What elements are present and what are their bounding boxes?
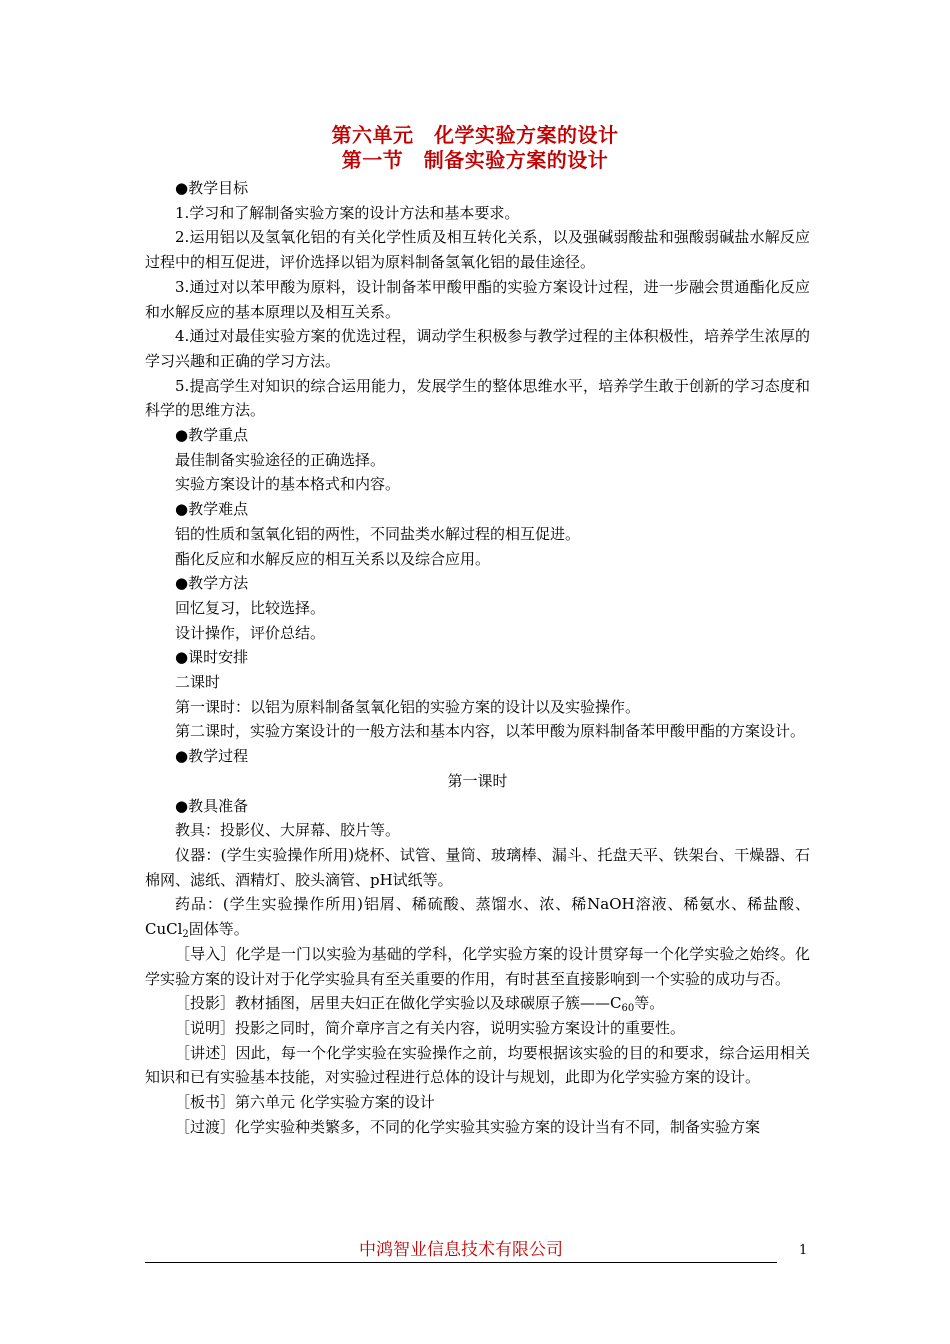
heading-methods: ●教学方法 <box>175 574 249 593</box>
difficulty-1: 铝的性质和氢氧化铝的两性，不同盐类水解过程的相互促进。 <box>175 524 581 543</box>
objective-3: 3.通过对以苯甲酸为原料，设计制备苯甲酸甲酯的实验方案设计过程，进一步融会贯通酯化反应和水解反应的基本原理以及相互关系。 <box>145 277 810 321</box>
equipment-tools: 教具：投影仪、大屏幕、胶片等。 <box>175 821 401 840</box>
schedule-lesson-2: 第二课时，实验方案设计的一般方法和基本内容，以苯甲酸为原料制备苯甲酸甲酯的方案设计。 <box>175 722 806 741</box>
key-point-2: 实验方案设计的基本格式和内容。 <box>175 475 401 494</box>
projection-paragraph: ［投影］教材插图，居里夫妇正在做化学实验以及球碳原子簇$——C_{60}$等。 <box>175 994 665 1015</box>
objective-1: 1.学习和了解制备实验方案的设计方法和基本要求。 <box>175 203 520 222</box>
footer-company: 中鸿智业信息技术有限公司 <box>359 1240 563 1260</box>
heading-process: ●教学过程 <box>175 747 249 766</box>
objective-5: 5.提高学生对知识的综合运用能力，发展学生的整体思维水平，培养学生敢于创新的学习态度和科学的思维方法。 <box>145 376 810 420</box>
lecture-paragraph: ［讲述］因此，每一个化学实验在实验操作之前，均要根据该实验的目的和要求，综合运用相关知识和已有实验基本技能，对实验过程进行总体的设计与规划，此即为化学实验方案的设计。 <box>145 1043 810 1087</box>
method-2: 设计操作，评价总结。 <box>175 623 326 642</box>
heading-key-points: ●教学重点 <box>175 426 249 445</box>
explanation-paragraph: ［说明］投影之同时，简介章序言之有关内容，说明实验方案设计的重要性。 <box>175 1018 686 1037</box>
heading-schedule: ●课时安排 <box>175 648 249 667</box>
schedule-count: 二课时 <box>175 673 221 692</box>
equipment-instruments: 仪器：(学生实验操作所用)烧杯、试管、量筒、玻璃棒、漏斗、托盘天平、铁架台、干燥器、石棉网、滤纸、酒精灯、胶头滴管、pH试纸等。 <box>145 845 810 889</box>
document-body <box>145 176 810 1139</box>
objective-4: 4.通过对最佳实验方案的优选过程，调动学生积极参与教学过程的主体积极性，培养学生浓厚的学习兴趣和正确的学习方法。 <box>145 327 810 370</box>
equipment-reagents: 药品：(学生实验操作所用)铝屑、稀硫酸、蒸馏水、浓、稀NaOH溶液、稀氨水、稀盐酸、CuCl$_2$固体等。 <box>145 895 810 941</box>
page-number: 1 <box>799 1243 808 1258</box>
transition-paragraph: ［过渡］化学实验种类繁多，不同的化学实验其实验方案的设计当有不同，制备实验方案 <box>175 1117 761 1136</box>
intro-paragraph: ［导入］化学是一门以实验为基础的学科，化学实验方案的设计贯穿每一个化学实验之始终。化学实验方案的设计对于化学实验具有至关重要的作用，有时甚至直接影响到一个实验的成功与否。 <box>145 944 810 988</box>
lesson-one-heading: 第一课时 <box>447 771 508 790</box>
footer-divider <box>145 1262 777 1263</box>
heading-objectives: ●教学目标 <box>175 179 249 197</box>
schedule-lesson-1: 第一课时：以铝为原料制备氢氧化铝的实验方案的设计以及实验操作。 <box>175 697 641 716</box>
difficulty-2: 酯化反应和水解反应的相互关系以及综合应用。 <box>175 549 491 568</box>
heading-difficulties: ●教学难点 <box>175 500 249 519</box>
unit-title: 第六单元 化学实验方案的设计 <box>331 123 619 147</box>
objective-2: 2.运用铝以及氢氧化铝的有关化学性质及相互转化关系，以及强碱弱酸盐和强酸弱碱盐水解反应过程中的相互促进，评价选择以铝为原料制备氢氧化铝的最佳途径。 <box>145 228 810 272</box>
heading-equipment: ●教具准备 <box>175 796 249 815</box>
method-1: 回忆复习，比较选择。 <box>175 598 326 617</box>
key-point-1: 最佳制备实验途径的正确选择。 <box>175 450 386 469</box>
section-title: 第一节 制备实验方案的设计 <box>341 148 609 172</box>
board-paragraph: ［板书］第六单元 化学实验方案的设计 <box>175 1093 435 1112</box>
